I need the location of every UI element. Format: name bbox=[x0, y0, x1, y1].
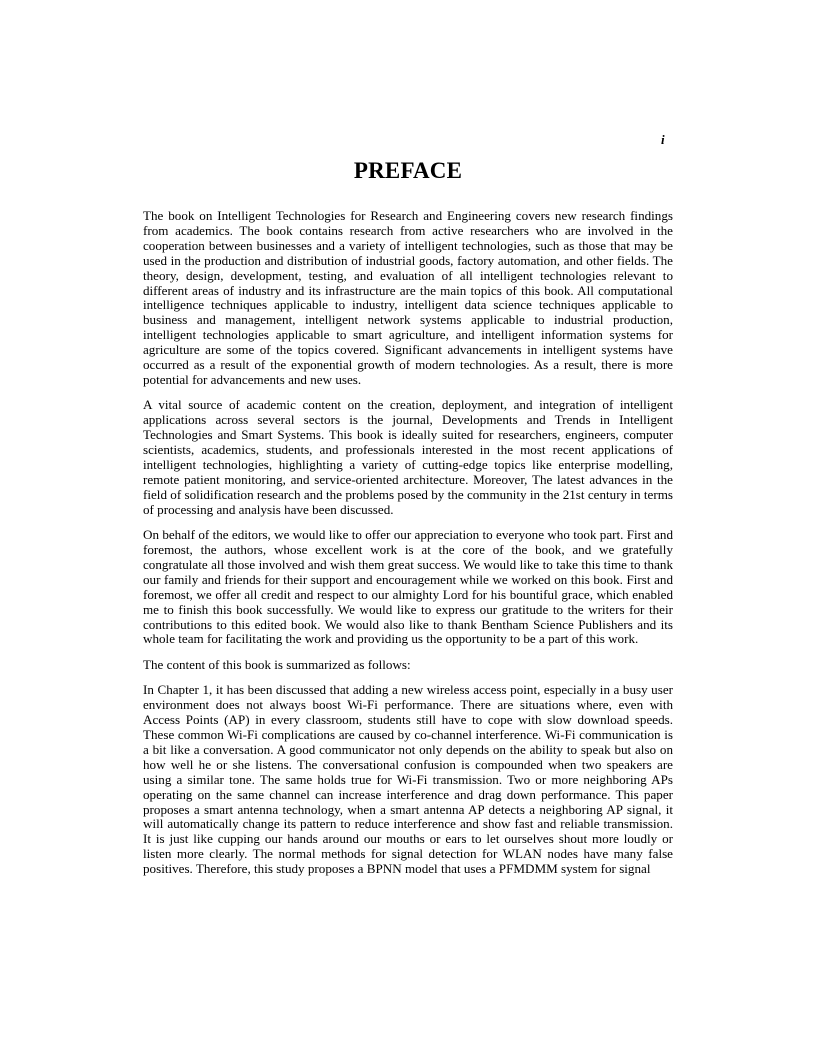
paragraph-summary-lead: The content of this book is summarized as follows: bbox=[143, 656, 411, 672]
paragraph-acknowledgements: On behalf of the editors, we would like to offer our appreciation to everyone who took part. First and foremost, the authors, whose excellent work is at the core of the book, and we gratefully congratulate all those involved and wish them great success. We would like to take this time to thank our family and friends for their support and encouragement while we worked on this book. First and foremost, we offer all credit and respect to our almighty Lord for his bountiful grace, which enabled me to finish this book successfully. We would like to express our gratitude to the writers for their contributions to this edited book. We would also like to thank Bentham Science Publishers and its whole team for facilitating the work and providing us the opportunity to be a part of this work. bbox=[143, 527, 673, 647]
page-title: PREFACE bbox=[353, 158, 463, 183]
body-text bbox=[143, 209, 673, 888]
page-number: i bbox=[661, 132, 665, 147]
paragraph-intro: The book on Intelligent Technologies for Research and Engineering covers new research findings from academics. The book contains research from active researchers who are involved in the cooperation between businesses and a variety of intelligent technologies, such as those that may be used in the production and distribution of industrial goods, factory automation, and other fields. The theory, design, development, testing, and evaluation of all intelligent technologies relevant to different areas of industry and its infrastructure are the main topics of this book. All computational intelligence techniques applicable to industry, intelligent data science techniques applicable to business and management, intelligent network systems applicable to industrial production, intelligent technologies applicable to smart agriculture, and intelligent information systems for agriculture are some of the topics covered. Significant advancements in intelligent systems have occurred as a result of the exponential growth of modern technologies. As a result, there is more potential for advancements and new uses. bbox=[143, 208, 673, 387]
paragraph-chapter-1: In Chapter 1, it has been discussed that adding a new wireless access point, especially in a busy user environment does not always boost Wi-Fi performance. There are situations where, even with Access Points (AP) in every classroom, students still have to cope with slow download speeds. These common Wi-Fi complications are caused by co-channel interference. Wi-Fi communication is a bit like a conversation. A good communicator not only depends on the ability to speak but also on how well he or she listens. The conversational confusion is compounded when two speakers are using a similar tone. The same holds true for Wi-Fi transmission. Two or more neighboring APs operating on the same channel can increase interference and drag down performance. This paper proposes a smart antenna technology, when a smart antenna AP detects a neighboring AP signal, it will automatically change its pattern to reduce interference and show fast and reliable transmission. It is just like cupping our hands around our mouths or ears to let ourselves shout more loudly or listen more clearly. The normal methods for signal detection for WLAN nodes have many false positives. Therefore, this study proposes a BPNN model that uses a PFMDMM system for signal bbox=[143, 682, 673, 877]
paragraph-source: A vital source of academic content on the creation, deployment, and integration of intelligent applications across several sectors is the journal, Developments and Trends in Intelligent Technologies and Smart Systems. This book is ideally suited for researchers, engineers, computer scientists, academics, students, and professionals interested in the most recent applications of intelligent technologies, highlighting a variety of cutting-edge topics like enterprise modelling, remote patient monitoring, and service-oriented architecture. Moreover, The latest advances in the field of solidification research and the problems posed by the community in the 21st century in terms of processing and analysis have been discussed. bbox=[143, 397, 673, 517]
